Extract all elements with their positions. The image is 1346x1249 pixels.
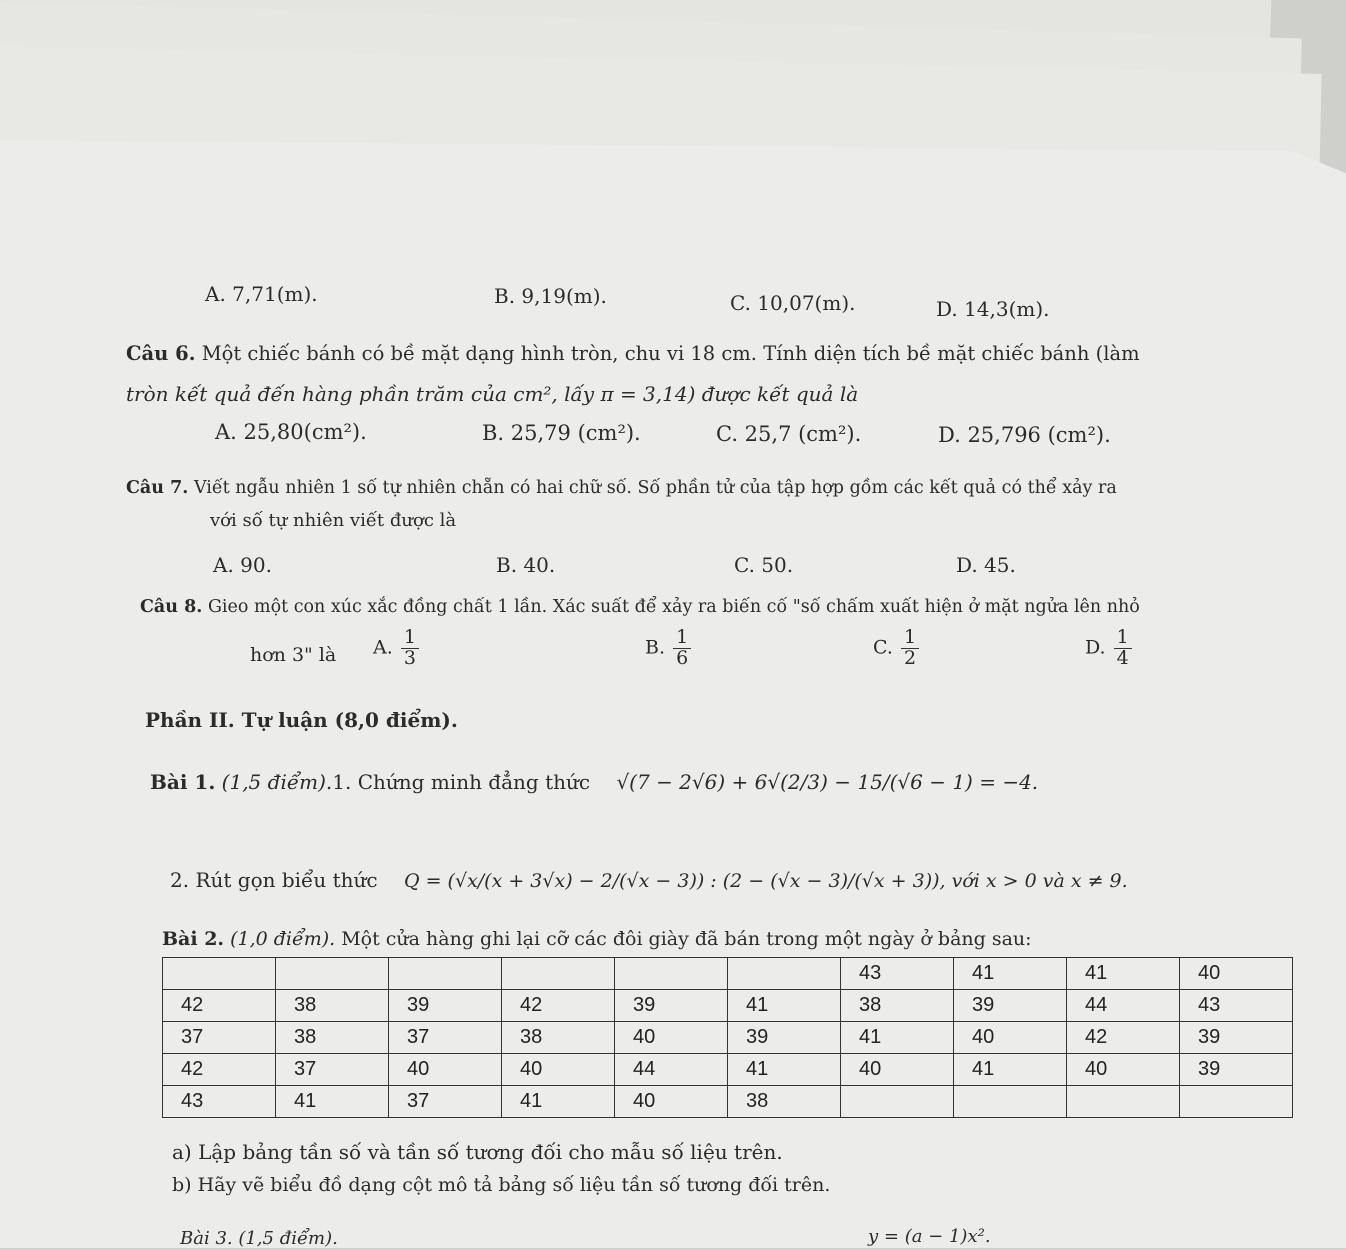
- q8-prefix: hơn 3" là: [250, 644, 337, 666]
- bai2-points: (1,0 điểm).: [230, 928, 336, 950]
- option-letter: B.: [645, 636, 666, 659]
- table-cell: [841, 1086, 954, 1118]
- numerator: 1: [901, 628, 919, 649]
- q7-option-a: A. 90.: [213, 553, 272, 577]
- q6-line2: tròn kết quả đến hàng phần trăm của cm², lấy π = 3,14) được kết quả là: [126, 382, 859, 406]
- table-cell: 38: [502, 1022, 615, 1054]
- shoe-size-table: [162, 957, 1293, 1118]
- table-cell: 40: [1067, 1054, 1180, 1086]
- table-cell: 37: [276, 1054, 389, 1086]
- table-cell: 40: [502, 1054, 615, 1086]
- q8-line1: [140, 597, 1140, 617]
- table-cell: 44: [1067, 990, 1180, 1022]
- part-heading: Phần II. Tự luận (8,0 điểm).: [145, 708, 458, 732]
- denominator: 4: [1116, 646, 1129, 669]
- table-cell: 39: [1180, 1022, 1293, 1054]
- q6-option-a: A. 25,80(cm²).: [215, 420, 367, 444]
- table-cell: 41: [954, 1054, 1067, 1086]
- bai3-formula: y = (a − 1)x².: [868, 1226, 991, 1247]
- numerator: 1: [1114, 628, 1132, 649]
- q7-line1: [126, 478, 1117, 498]
- fraction: [1114, 628, 1132, 669]
- q6-text1: Một chiếc bánh có bề mặt dạng hình tròn, chu vi 18 cm. Tính diện tích bề mặt chiếc bánh (làm: [201, 342, 1140, 365]
- fraction: [673, 628, 691, 669]
- q8-option-d: [1085, 628, 1134, 669]
- q6-option-d: D. 25,796 (cm²).: [938, 423, 1111, 447]
- q5-option-d: D. 14,3(m).: [936, 297, 1050, 321]
- table-cell: [389, 958, 502, 990]
- table-cell: 38: [276, 1022, 389, 1054]
- denominator: 2: [903, 646, 917, 669]
- table-cell: 40: [389, 1054, 502, 1086]
- fraction: [401, 628, 419, 669]
- option-letter: A.: [373, 636, 393, 659]
- q5-option-a: A. 7,71(m).: [205, 282, 318, 306]
- table-cell: 40: [615, 1022, 728, 1054]
- bai1-label: Bài 1.: [150, 770, 216, 794]
- table-cell: 40: [1180, 958, 1293, 990]
- bai2-label: Bài 2.: [162, 928, 225, 950]
- q7-option-b: B. 40.: [496, 553, 556, 577]
- table-row: [163, 1086, 1293, 1118]
- q6-option-b: B. 25,79 (cm²).: [482, 421, 641, 445]
- option-letter: D.: [1085, 636, 1106, 659]
- numerator: 1: [401, 628, 419, 649]
- table-row: [163, 990, 1293, 1022]
- table-cell: 39: [389, 990, 502, 1022]
- table-cell: 41: [728, 990, 841, 1022]
- bai1-equation-2: Q = (√x/(x + 3√x) − 2/(√x − 3)) : (2 − (√x − 3)/(√x + 3)), với x > 0 và x ≠ 9.: [403, 870, 1128, 892]
- q6-label: Câu 6.: [126, 342, 196, 365]
- table-cell: [163, 958, 276, 990]
- bai1-points: (1,5 điểm).: [221, 770, 333, 794]
- bai2-text: Một cửa hàng ghi lại cỡ các đôi giày đã bán trong một ngày ở bảng sau:: [341, 928, 1032, 950]
- q8-option-c: [873, 628, 921, 669]
- table-cell: [502, 958, 615, 990]
- fraction: [901, 628, 919, 669]
- option-letter: C.: [873, 636, 893, 659]
- table-cell: 41: [954, 958, 1067, 990]
- table-cell: 40: [615, 1086, 728, 1118]
- table-cell: 38: [728, 1086, 841, 1118]
- table-cell: 40: [954, 1022, 1067, 1054]
- q7-option-c: C. 50.: [734, 553, 794, 577]
- bai1-line2: [170, 868, 1128, 892]
- q7-text1: Viết ngẫu nhiên 1 số tự nhiên chẵn có hai chữ số. Số phần tử của tập hợp gồm các kết quả có thể xảy ra: [193, 478, 1117, 498]
- q8-text1: Gieo một con xúc xắc đồng chất 1 lần. Xác suất để xảy ra biến cố "số chấm xuất hiện ở mặt ngửa lên nhỏ: [207, 597, 1140, 617]
- table-cell: 43: [841, 958, 954, 990]
- table-cell: [1067, 1086, 1180, 1118]
- denominator: 3: [403, 646, 416, 669]
- bai2-part-b: b) Hãy vẽ biểu đồ dạng cột mô tả bảng số liệu tần số tương đối trên.: [172, 1174, 831, 1196]
- q7-option-d: D. 45.: [956, 553, 1016, 577]
- table-row: [163, 1054, 1293, 1086]
- numerator: 1: [673, 628, 691, 649]
- table-cell: 44: [615, 1054, 728, 1086]
- table-cell: 39: [954, 990, 1067, 1022]
- bai3-heading: Bài 3. (1,5 điểm).: [180, 1228, 338, 1249]
- q7-line2: với số tự nhiên viết được là: [210, 510, 457, 531]
- table-row: [163, 1022, 1293, 1054]
- table-cell: 43: [1180, 990, 1293, 1022]
- table-row: [163, 958, 1293, 990]
- table-cell: 42: [502, 990, 615, 1022]
- table-cell: 39: [615, 990, 728, 1022]
- q8-option-a: [373, 628, 421, 669]
- table-cell: 38: [276, 990, 389, 1022]
- table-cell: 39: [1180, 1054, 1293, 1086]
- bai2-line1: [162, 928, 1032, 950]
- denominator: 6: [676, 646, 689, 669]
- table-cell: 42: [1067, 1022, 1180, 1054]
- q6-option-c: C. 25,7 (cm²).: [716, 422, 862, 446]
- table-cell: 42: [163, 1054, 276, 1086]
- q7-label: Câu 7.: [126, 478, 189, 498]
- q5-option-b: B. 9,19(m).: [494, 284, 607, 308]
- table-cell: 37: [389, 1086, 502, 1118]
- table-cell: 43: [163, 1086, 276, 1118]
- table-cell: 41: [841, 1022, 954, 1054]
- q5-option-c: C. 10,07(m).: [730, 291, 856, 315]
- table-cell: 41: [1067, 958, 1180, 990]
- table-cell: [1180, 1086, 1293, 1118]
- bai2-part-a: a) Lập bảng tần số và tần số tương đối cho mẫu số liệu trên.: [170, 1140, 789, 1164]
- q8-option-b: [645, 628, 693, 669]
- table-cell: 39: [728, 1022, 841, 1054]
- table-cell: 37: [163, 1022, 276, 1054]
- table-cell: [615, 958, 728, 990]
- bai1-equation-1: √(7 − 2√6) + 6√(2/3) − 15/(√6 − 1) = −4.: [616, 770, 1039, 794]
- table-cell: 41: [728, 1054, 841, 1086]
- bai1-text1: 1. Chứng minh đẳng thức: [332, 770, 591, 794]
- bai1-line1: [150, 770, 1038, 794]
- q8-label: Câu 8.: [140, 597, 203, 617]
- table-cell: 41: [276, 1086, 389, 1118]
- q6-line1: [126, 342, 1140, 365]
- table-cell: [954, 1086, 1067, 1118]
- bai1-text2: 2. Rút gọn biểu thức: [170, 868, 378, 892]
- table-cell: 41: [502, 1086, 615, 1118]
- table-cell: 37: [389, 1022, 502, 1054]
- table-cell: 40: [841, 1054, 954, 1086]
- table-cell: [276, 958, 389, 990]
- table-cell: 38: [841, 990, 954, 1022]
- table-cell: [728, 958, 841, 990]
- table-cell: 42: [163, 990, 276, 1022]
